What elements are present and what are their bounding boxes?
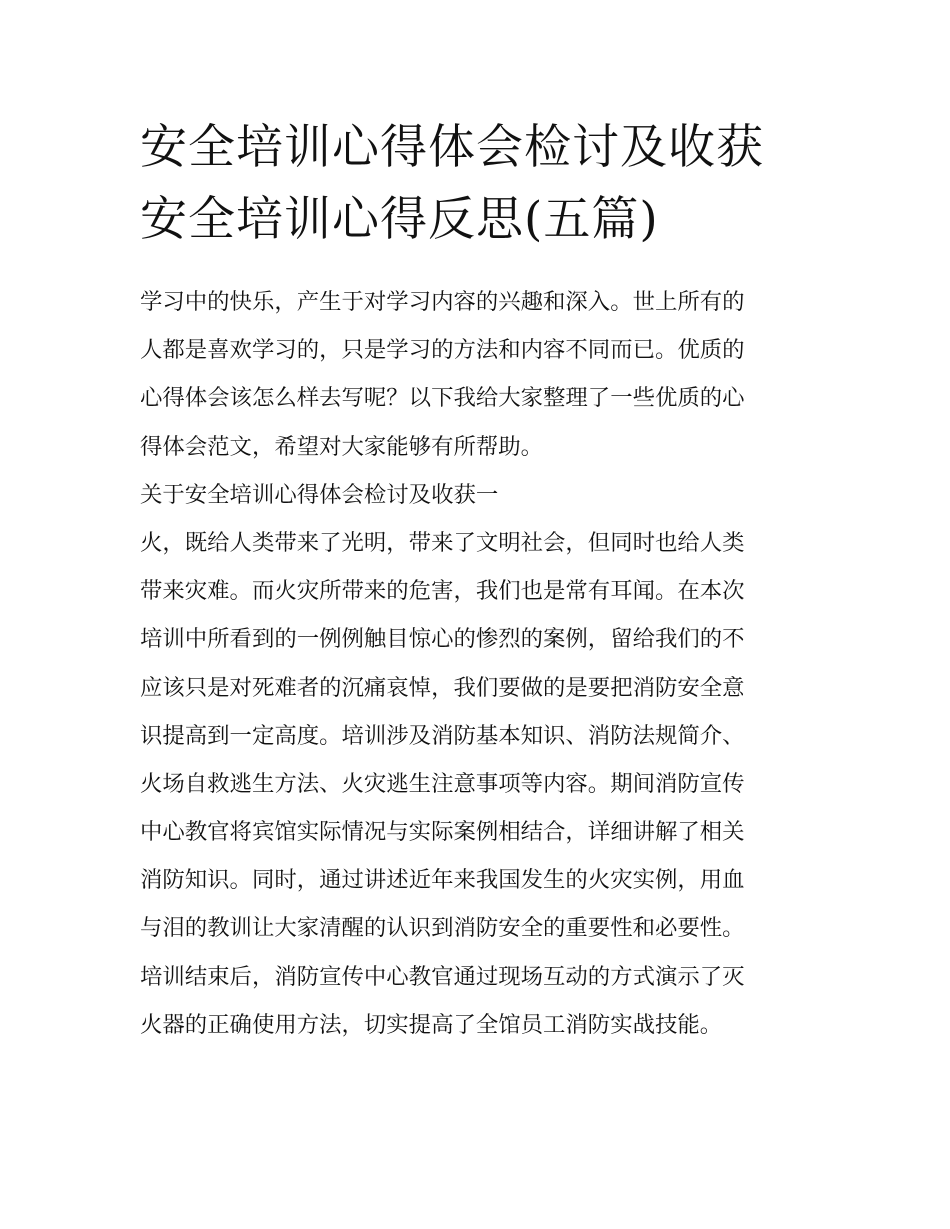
section-heading: 关于安全培训心得体会检讨及收获一 <box>140 481 499 508</box>
section-line: 培训结束后，消防宣传中心教官通过现场互动的方式演示了灭 <box>140 963 745 990</box>
document-title <box>140 112 820 256</box>
section-line: 与泪的教训让大家清醒的认识到消防安全的重要性和必要性。 <box>140 915 745 942</box>
document-body <box>140 278 812 1049</box>
intro-line: 心得体会该怎么样去写呢？以下我给大家整理了一些优质的心 <box>140 385 745 412</box>
section-line: 应该只是对死难者的沉痛哀悼，我们要做的是要把消防安全意 <box>140 674 745 701</box>
title-line-1: 安全培训心得体会检讨及收获 <box>140 120 764 175</box>
section-line: 培训中所看到的一例例触目惊心的惨烈的案例，留给我们的不 <box>140 626 745 653</box>
title-line-2: 安全培训心得反思(五篇) <box>140 192 659 247</box>
section-line: 火，既给人类带来了光明，带来了文明社会，但同时也给人类 <box>140 529 745 556</box>
intro-paragraph <box>140 278 812 471</box>
section-line: 带来灾难。而火灾所带来的危害，我们也是常有耳闻。在本次 <box>140 578 745 605</box>
section-line: 识提高到一定高度。培训涉及消防基本知识、消防法规简介、 <box>140 722 745 749</box>
intro-line: 人都是喜欢学习的，只是学习的方法和内容不同而已。优质的 <box>140 337 745 364</box>
section-line: 消防知识。同时，通过讲述近年来我国发生的火灾实例，用血 <box>140 867 745 894</box>
intro-line: 得体会范文，希望对大家能够有所帮助。 <box>140 433 544 460</box>
section-line: 火器的正确使用方法，切实提高了全馆员工消防实战技能。 <box>140 1011 723 1038</box>
section-line: 火场自救逃生方法、火灾逃生注意事项等内容。期间消防宣传 <box>140 770 745 797</box>
section-line: 中心教官将宾馆实际情况与实际案例相结合，详细讲解了相关 <box>140 819 745 846</box>
section-paragraph <box>140 519 812 1049</box>
intro-line: 学习中的快乐，产生于对学习内容的兴趣和深入。世上所有的 <box>140 289 745 315</box>
